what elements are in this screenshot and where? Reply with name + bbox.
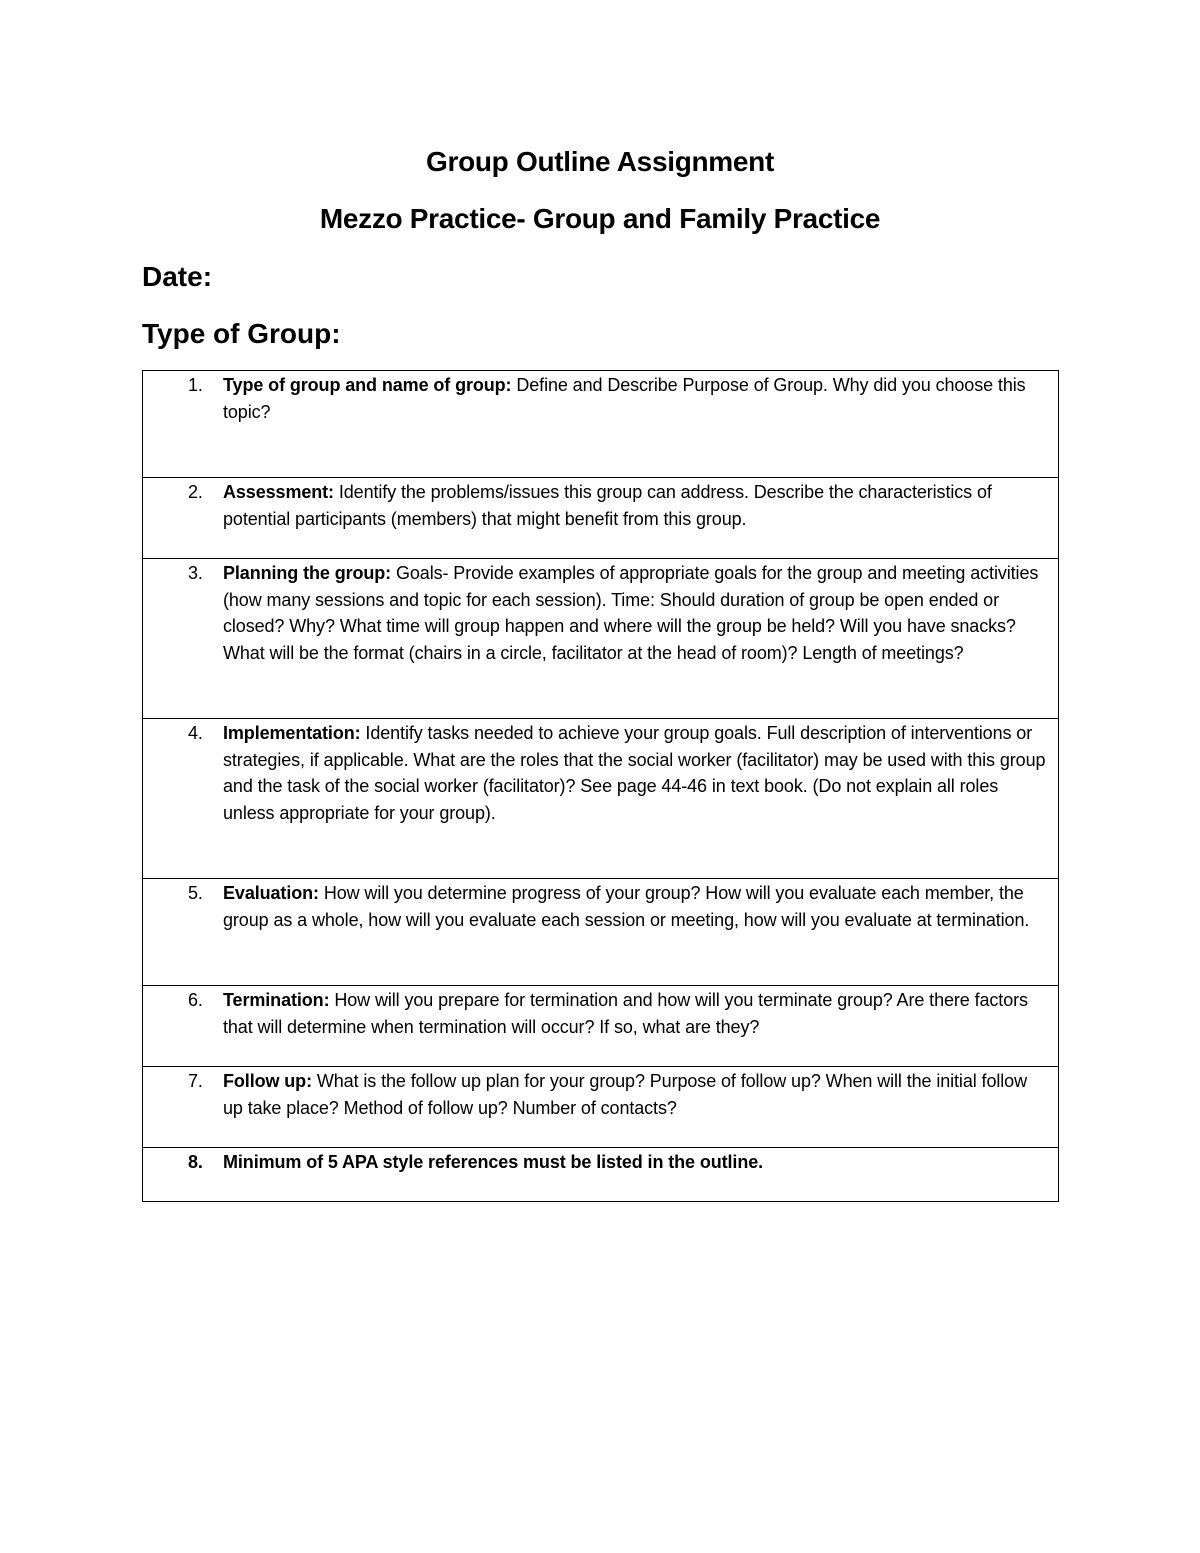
outline-item — [143, 1067, 1058, 1147]
item-number: 5. — [188, 883, 203, 903]
item-heading: Termination: — [223, 990, 330, 1010]
item-text: Define and Describe Purpose of Group. Why did you choose this topic? — [223, 375, 1026, 422]
item-heading: Evaluation: — [223, 883, 319, 903]
outline-row — [143, 371, 1059, 478]
outline-item — [143, 1148, 1058, 1201]
outline-cell — [143, 879, 1059, 986]
outline-table — [142, 370, 1059, 1202]
item-number: 2. — [188, 482, 203, 502]
outline-cell — [143, 1148, 1059, 1202]
item-heading: Follow up: — [223, 1071, 312, 1091]
item-heading: Type of group and name of group: — [223, 375, 512, 395]
outline-row — [143, 559, 1059, 719]
item-heading: Minimum of 5 APA style references must be listed in the outline. — [223, 1152, 764, 1172]
item-text: Identify tasks needed to achieve your group goals. Full description of interventions or strategies, if applicable. What are the roles that the social worker (facilitator) may be used with this group and the task of the social worker (facilitator)? See page 44-46 in text book. (Do not explain all roles unless appropriate for your group). — [223, 723, 1046, 823]
outline-cell — [143, 371, 1059, 478]
document-title: Group Outline Assignment — [426, 146, 774, 177]
item-number: 8. — [188, 1152, 203, 1172]
outline-item — [143, 719, 1058, 878]
outline-cell — [143, 478, 1059, 559]
item-number: 6. — [188, 990, 203, 1010]
item-number: 4. — [188, 723, 203, 743]
outline-item — [143, 879, 1058, 985]
item-number: 7. — [188, 1071, 203, 1091]
outline-cell — [143, 1067, 1059, 1148]
item-text: Identify the problems/issues this group can address. Describe the characteristics of potential participants (members) that might benefit from this group. — [223, 482, 992, 529]
item-number: 1. — [188, 375, 203, 395]
item-text: What is the follow up plan for your group? Purpose of follow up? When will the initial follow up take place? Method of follow up? Number of contacts? — [223, 1071, 1027, 1118]
item-text: Goals- Provide examples of appropriate goals for the group and meeting activities (how many sessions and topic for each session). Time: Should duration of group be open ended or closed? Why? What time will group happen and where will the group be held? Will you have snacks? What will be the format (chairs in a circle, facilitator at the head of room)? Length of meetings? — [223, 563, 1039, 663]
group-type-label: Type of Group: — [142, 318, 341, 349]
outline-row — [143, 1148, 1059, 1202]
item-number: 3. — [188, 563, 203, 583]
outline-cell — [143, 559, 1059, 719]
outline-item — [143, 371, 1058, 477]
outline-item — [143, 986, 1058, 1066]
outline-row — [143, 879, 1059, 986]
outline-cell — [143, 719, 1059, 879]
outline-row — [143, 986, 1059, 1067]
outline-item — [143, 559, 1058, 718]
document-subtitle: Mezzo Practice- Group and Family Practice — [319, 203, 881, 234]
outline-row — [143, 478, 1059, 559]
outline-row — [143, 1067, 1059, 1148]
item-text: How will you determine progress of your group? How will you evaluate each member, the group as a whole, how will you evaluate each session or meeting, how will you evaluate at termination. — [223, 883, 1030, 930]
item-heading: Implementation: — [223, 723, 361, 743]
outline-cell — [143, 986, 1059, 1067]
outline-row — [143, 719, 1059, 879]
outline-item — [143, 478, 1058, 558]
item-text: How will you prepare for termination and how will you terminate group? Are there factors that will determine when termination will occur? If so, what are they? — [223, 990, 1028, 1037]
item-heading: Planning the group: — [223, 563, 392, 583]
date-label: Date: — [142, 261, 213, 292]
item-heading: Assessment: — [223, 482, 334, 502]
